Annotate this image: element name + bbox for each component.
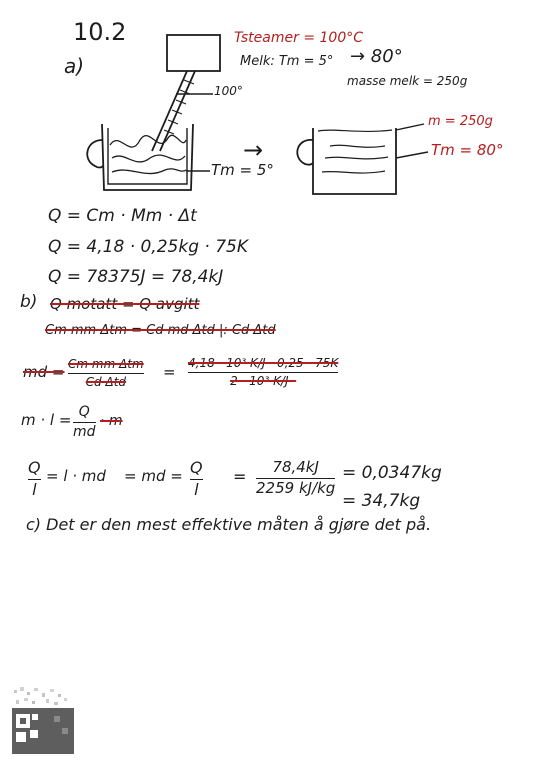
right-cup [313,128,396,194]
part-a-label: a) [64,54,85,78]
md-equals: = md = [124,467,183,485]
crossed-ml-line: m · l = [21,411,72,429]
transform-arrow: → [243,136,264,164]
energy-over-latent [256,460,335,497]
crossed-fraction-2-num: 4,18 · 10³ K/J · 0,25 · 75K [188,356,339,370]
temp-leader [396,152,428,158]
crossed-fraction-1 [68,358,144,388]
q-over-l-2 [190,460,203,499]
target-temp-arrow: → 80° [350,46,403,67]
steam-temp-label: 100° [214,84,243,98]
masse-melk-label: masse melk = 250g [347,74,468,88]
q-over-l [28,460,41,499]
right-mass-label: m = 250g [428,114,493,129]
formula-line-3: Q = 78375J = 78,4kJ [48,267,224,287]
energy-num: 78,4kJ [272,458,319,476]
q-over-l-2-num: Q [190,458,203,477]
right-cup-handle [297,140,313,165]
melk-temp-label: Melk: Tm = 5° [240,54,334,69]
problem-number: 10.2 [73,18,127,46]
formula-line-2: Q = 4,18 · 0,25kg · 75K [48,237,248,257]
steam-wand-left [152,71,187,151]
crossed-fraction-3-den: md [73,423,96,440]
crossed-fraction-1-num: Cm mm Δtm [68,357,144,371]
scanner-logo-icon [12,684,74,754]
result-crossed-kg: = 34,7kg [342,491,421,511]
q-over-l-num: Q [28,458,41,477]
crossed-tail: · m [100,413,123,429]
crossed-md-lhs: md = [23,363,65,381]
latent-heat-den: 2259 kJ/kg [256,478,336,497]
crossed-energy-balance: Q motatt = Q avgitt [50,295,200,313]
t-steamer-label: Tsteamer = 100°C [234,30,364,46]
eq-sign-3: = [233,467,247,486]
right-temp-label: Tm = 80° [431,141,504,159]
crossed-fraction-2-den: 2 · 10³ K/J · [230,373,297,388]
crossed-fraction-1-den: Cd Δtd [85,374,127,389]
crossed-heat-equation: Cm mm Δtm = Cd md Δtd |: Cd Δtd [45,323,276,338]
part-b-label: b) [20,292,38,312]
crossed-eq-sign: = [163,363,176,381]
mass-leader [396,124,424,130]
milk-swirl [110,135,186,147]
q-over-l-2-den: l [194,479,199,499]
milk-lines [330,145,385,147]
crossed-fraction-3 [73,405,96,439]
l-times-md: = l · md [46,467,106,485]
cup-temp-label: Tm = 5° [211,161,274,179]
crossed-fraction-3-num: Q [78,404,90,420]
result-kg: = 0,0347kg [342,463,442,483]
crossed-fraction-2 [188,357,338,387]
formula-line-1: Q = Cm · Mm · Δt [48,206,197,226]
steamer-box [167,35,220,71]
answer-c: c) Det er den mest effektive måten å gjøre det på. [26,515,432,534]
q-over-l-den: l [32,479,37,499]
left-cup-handle [87,140,103,168]
